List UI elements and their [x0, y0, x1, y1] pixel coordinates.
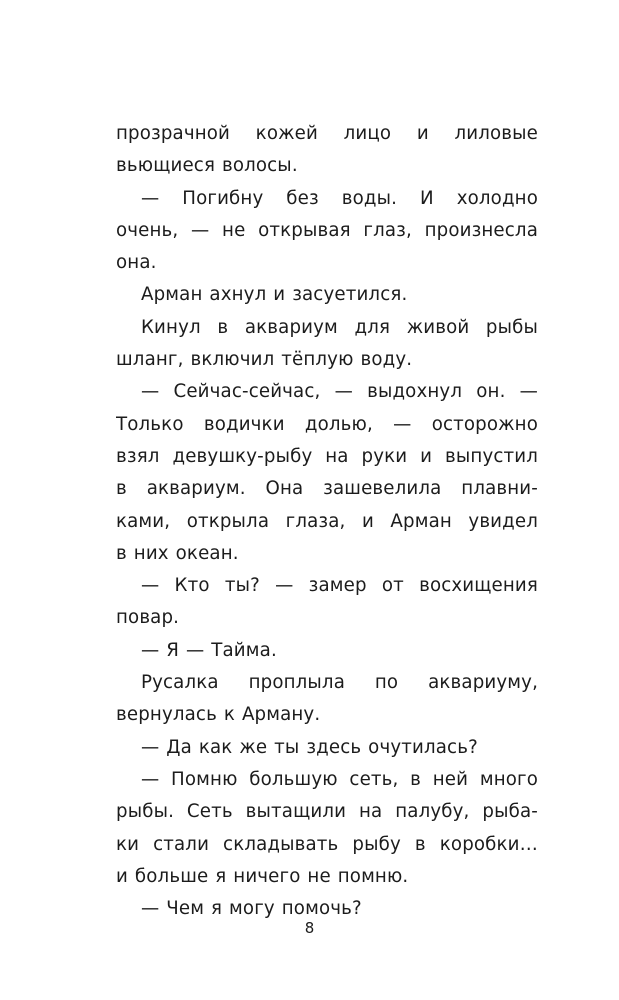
- text-line: — Я — Тайма.: [141, 639, 277, 661]
- page-number: 8: [304, 919, 315, 937]
- text-line: прозрачной кожей лицо и лиловые: [116, 123, 538, 144]
- text-line: взял девушку-рыбу на руки и выпустил: [116, 445, 538, 467]
- text-line: — Кто ты? — замер от восхищения: [141, 575, 538, 597]
- text-line: и больше я ничего не помню.: [116, 865, 409, 887]
- text-line: Только водички долью, — осторожно: [116, 413, 538, 435]
- text-line: в аквариум. Она зашевелила плавни-: [116, 478, 538, 500]
- text-line: — Сейчас-сейчас, — выдохнул он. —: [141, 381, 538, 403]
- text-line: рыбы. Сеть вытащили на палубу, рыба-: [116, 801, 538, 823]
- text-line: Кинул в аквариум для живой рыбы: [141, 316, 538, 338]
- text-line: в них океан.: [116, 542, 239, 564]
- text-line: Арман ахнул и засуетился.: [141, 284, 408, 306]
- text-line: — Да как же ты здесь очутилась?: [141, 736, 478, 758]
- text-line: вьющиеся волосы.: [116, 155, 298, 177]
- body-text: [116, 118, 538, 925]
- text-line: она.: [116, 252, 157, 274]
- text-line: — Помню большую сеть, в ней много: [141, 768, 538, 790]
- text-line: вернулась к Арману.: [116, 704, 321, 726]
- text-line: — Чем я могу помочь?: [141, 898, 362, 920]
- text-line: повар.: [116, 607, 180, 629]
- text-line: Русалка проплыла по аквариуму,: [141, 672, 538, 694]
- text-line: — Погибну без воды. И холодно: [141, 187, 538, 209]
- text-line: ки стали складывать рыбу в коробки…: [116, 833, 538, 855]
- text-line: ками, открыла глаза, и Арман увидел: [116, 510, 538, 532]
- text-line: очень, — не открывая глаз, произнесла: [116, 219, 538, 241]
- text-line: шланг, включил тёплую воду.: [116, 349, 413, 371]
